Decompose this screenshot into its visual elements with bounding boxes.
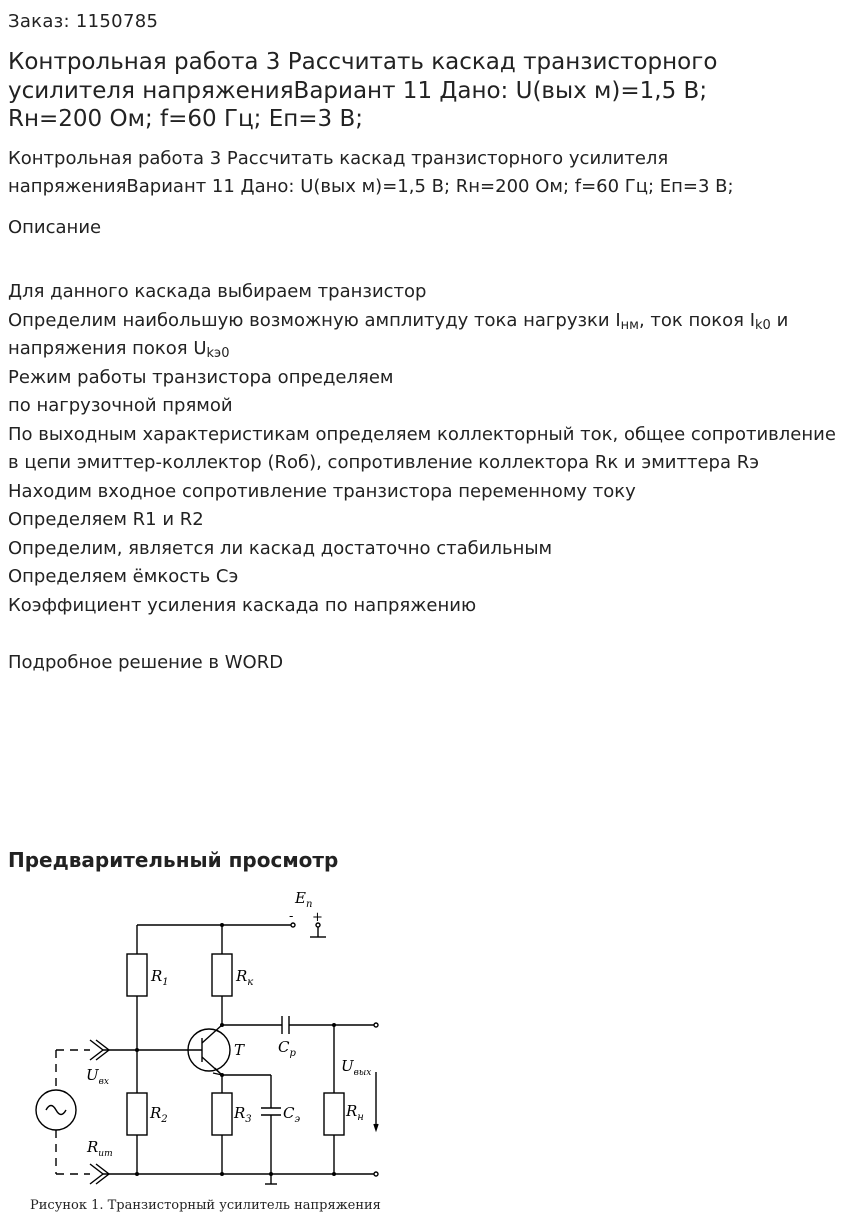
desc-line-9: Определяем ёмкость Cэ [8, 566, 239, 587]
label-t: T [234, 1041, 245, 1059]
label-rk: $R_к$ [236, 967, 254, 988]
desc-line-1: Для данного каскада выбираем транзистор [8, 281, 427, 302]
circuit-diagram [28, 880, 398, 1195]
desc-line-7: Определяем R1 и R2 [8, 509, 204, 530]
figure-caption: Рисунок 1. Транзисторный усилитель напряжения [30, 1198, 381, 1213]
desc-line-6: Находим входное сопротивление транзистора переменному току [8, 480, 636, 502]
label-uin: $U_{вх}$ [86, 1066, 109, 1087]
page-subtitle: Контрольная работа 3 Рассчитать каскад транзисторного усилителя напряженияВариант 11 Дано: U(вых м)=1,5 В; Rн=200 Ом; f=60 Гц; Еп=3 В; [8, 148, 734, 197]
page-title: Контрольная работа 3 Рассчитать каскад транзисторного усилителя напряженияВариант 11 Дано: U(вых м)=1,5 В; Rн=200 Ом; f=60 Гц; Еп=3 В; [8, 49, 718, 132]
label-cp: $C_р$ [278, 1038, 296, 1059]
label-minus: - [289, 909, 294, 924]
description-heading: Описание [8, 217, 102, 238]
desc-line-5: По выходным характеристикам определяем коллекторный ток, общее сопротивление в цепи эмиттер-коллектор (Rоб), сопротивление коллектора Rк и эмиттера Rэ [8, 423, 836, 473]
desc-line-11: Подробное решение в WORD [8, 651, 284, 673]
label-plus: + [312, 910, 323, 925]
desc-line-4: по нагрузочной прямой [8, 395, 233, 416]
label-r2: $R_2$ [150, 1104, 168, 1125]
description-body [8, 278, 843, 677]
order-number: Заказ: 1150785 [8, 11, 159, 32]
label-rn: $R_н$ [346, 1102, 364, 1123]
label-ep: $E_п$ [295, 889, 313, 910]
label-r3: $R_3$ [234, 1104, 252, 1125]
label-uout: $U_{вых}$ [341, 1057, 372, 1078]
desc-line-8: Определим, является ли каскад достаточно стабильным [8, 537, 553, 559]
label-rin: $R_{ит}$ [87, 1138, 113, 1159]
label-r1: $R_1$ [151, 967, 169, 988]
label-ce: $C_э$ [283, 1104, 301, 1125]
desc-line-10: Коэффициент усиления каскада по напряжению [8, 594, 477, 616]
preview-heading: Предварительный просмотр [8, 848, 339, 872]
desc-line-3: Режим работы транзистора определяем [8, 366, 394, 388]
desc-line-2: Определим наибольшую возможную амплитуду тока нагрузки $I_{нм}$, ток покоя $I_{k0}$ и напряжения покоя $U_{kэ0}$ [8, 309, 789, 361]
